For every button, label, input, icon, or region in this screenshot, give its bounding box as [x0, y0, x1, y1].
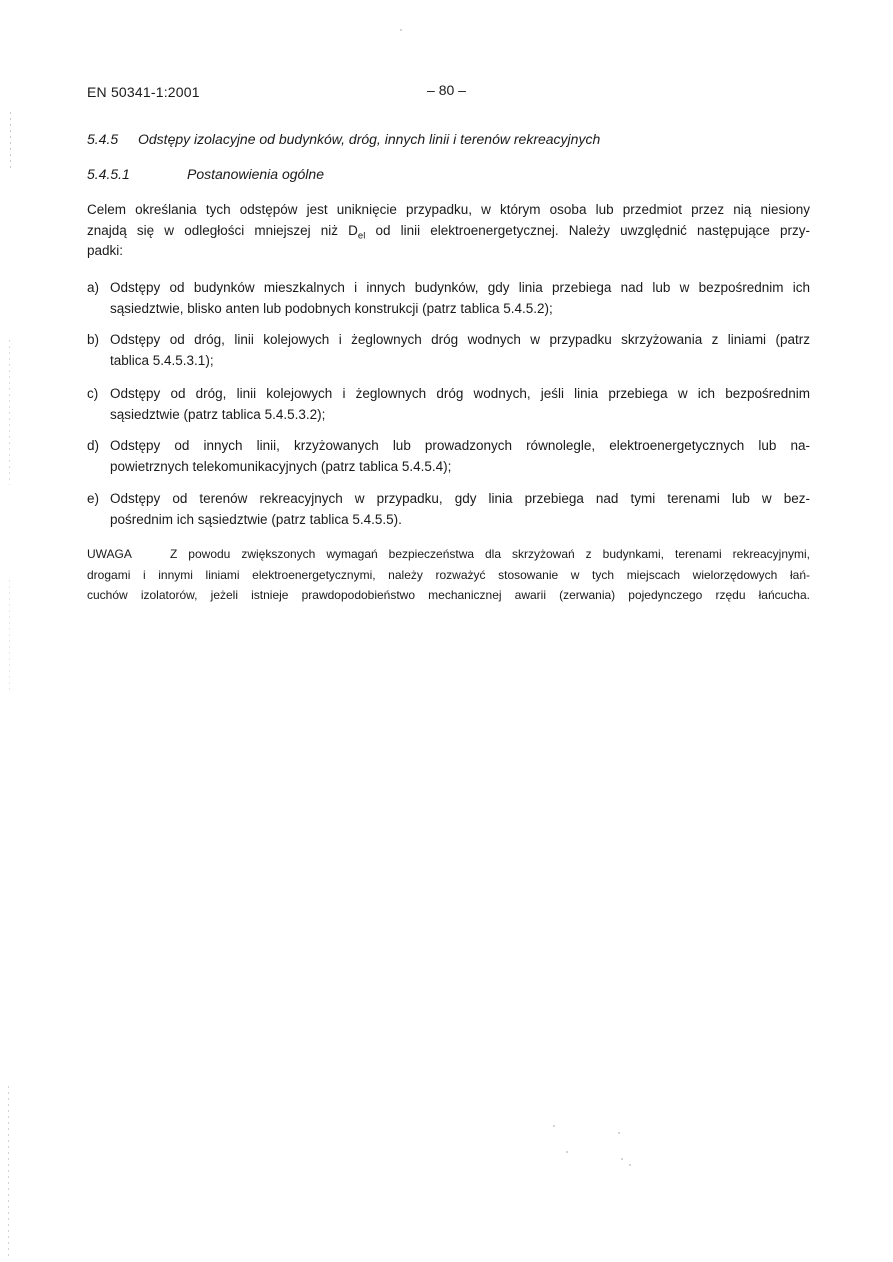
scan-artifact-speck — [400, 29, 402, 31]
note-label: UWAGA — [87, 547, 132, 561]
section-title: Odstępy izolacyjne od budynków, dróg, innych linii i terenów rekreacyjnych — [138, 131, 601, 147]
section-number: 5.4.5.1 — [87, 166, 130, 182]
list-item-d — [87, 436, 810, 477]
section-title: Postanowienia ogólne — [187, 166, 324, 182]
list-item-text — [110, 489, 810, 530]
list-marker: b) — [87, 332, 100, 347]
list-item-text — [110, 384, 810, 425]
list-marker: d) — [87, 438, 100, 453]
intro-paragraph — [87, 200, 810, 262]
paragraph-text: znajdą się w odległości mniejszej niż D — [87, 222, 358, 238]
scan-artifact-speck — [618, 1132, 620, 1134]
list-marker: a) — [87, 280, 100, 295]
list-item-line: Odstępy od dróg, linii kolejowych i żeglownych dróg wodnych w przypadku skrzyżowania z liniami (patrz — [110, 332, 810, 347]
paragraph-text: od linii elektroenergetycznej. Należy uwzględnić następujące przy- — [365, 222, 810, 238]
scan-artifact-speck — [629, 1164, 631, 1166]
list-item-line: Odstępy od terenów rekreacyjnych w przypadku, gdy linia przebiega nad tymi terenami lub w bez- — [110, 491, 810, 506]
scan-artifact-speck — [566, 1151, 568, 1153]
scan-artifact-line — [8, 1086, 9, 1258]
list-item-line: Odstępy od dróg, linii kolejowych i żeglownych dróg wodnych, jeśli linia przebiega w ich bezpośrednim — [110, 386, 810, 401]
list-item-b — [87, 330, 810, 371]
section-heading-5-4-5-1 — [87, 166, 827, 182]
paragraph-line: Celem określania tych odstępów jest uniknięcie przypadku, w którym osoba lub przedmiot przez nią niesiony — [87, 202, 810, 217]
list-marker: e) — [87, 491, 100, 506]
note-line: cuchów izolatorów, jeżeli istnieje prawdopodobieństwo mechanicznej awarii (zerwania) pojedynczego rzędu łańcucha. — [87, 588, 810, 602]
list-item-line: sąsiedztwie, blisko anten lub podobnych konstrukcji (patrz tablica 5.4.5.2); — [110, 300, 553, 316]
list-item-line: Odstępy od innych linii, krzyżowanych lub prowadzonych równolegle, elektroenergetycznych lub na- — [110, 438, 810, 453]
note-line — [87, 544, 810, 565]
scan-artifact-speck — [553, 1125, 555, 1127]
scan-artifact-speck — [621, 1158, 623, 1160]
list-item-text — [110, 436, 810, 477]
paragraph-line: padki: — [87, 243, 124, 258]
list-item-e — [87, 489, 810, 530]
list-item-text — [110, 330, 810, 371]
list-item-c — [87, 384, 810, 425]
paragraph-line — [87, 221, 810, 242]
subscript-el: el — [357, 230, 366, 241]
list-marker: c) — [87, 386, 99, 401]
section-number: 5.4.5 — [87, 131, 119, 147]
note-text: Z powodu zwiększonych wymagań bezpieczeństwa dla skrzyżowań z budynkami, terenami rekreacyjnymi, — [170, 547, 810, 561]
note-paragraph — [87, 544, 810, 606]
page-number: – 80 – — [427, 82, 466, 98]
list-item-a — [87, 278, 810, 319]
scan-artifact-line — [9, 580, 10, 690]
document-number: EN 50341-1:2001 — [87, 84, 200, 100]
list-item-line: powietrznych telekomunikacyjnych (patrz tablica 5.4.5.4); — [110, 458, 452, 474]
list-item-line: tablica 5.4.5.3.1); — [110, 352, 214, 368]
list-item-line: pośrednim ich sąsiedztwie (patrz tablica 5.4.5.5). — [110, 511, 402, 527]
list-item-line: Odstępy od budynków mieszkalnych i innych budynków, gdy linia przebiega nad lub w bezpośrednim ich — [110, 280, 810, 295]
scan-artifact-line — [10, 112, 11, 168]
scan-artifact-line — [9, 340, 10, 485]
list-item-line: sąsiedztwie (patrz tablica 5.4.5.3.2); — [110, 406, 326, 422]
list-item-text — [110, 278, 810, 319]
note-line: drogami i innymi liniami elektroenergetycznymi, należy rozważyć stosowanie w tych miejscach wielorzędowych łań- — [87, 567, 810, 582]
section-heading-5-4-5 — [87, 131, 827, 147]
